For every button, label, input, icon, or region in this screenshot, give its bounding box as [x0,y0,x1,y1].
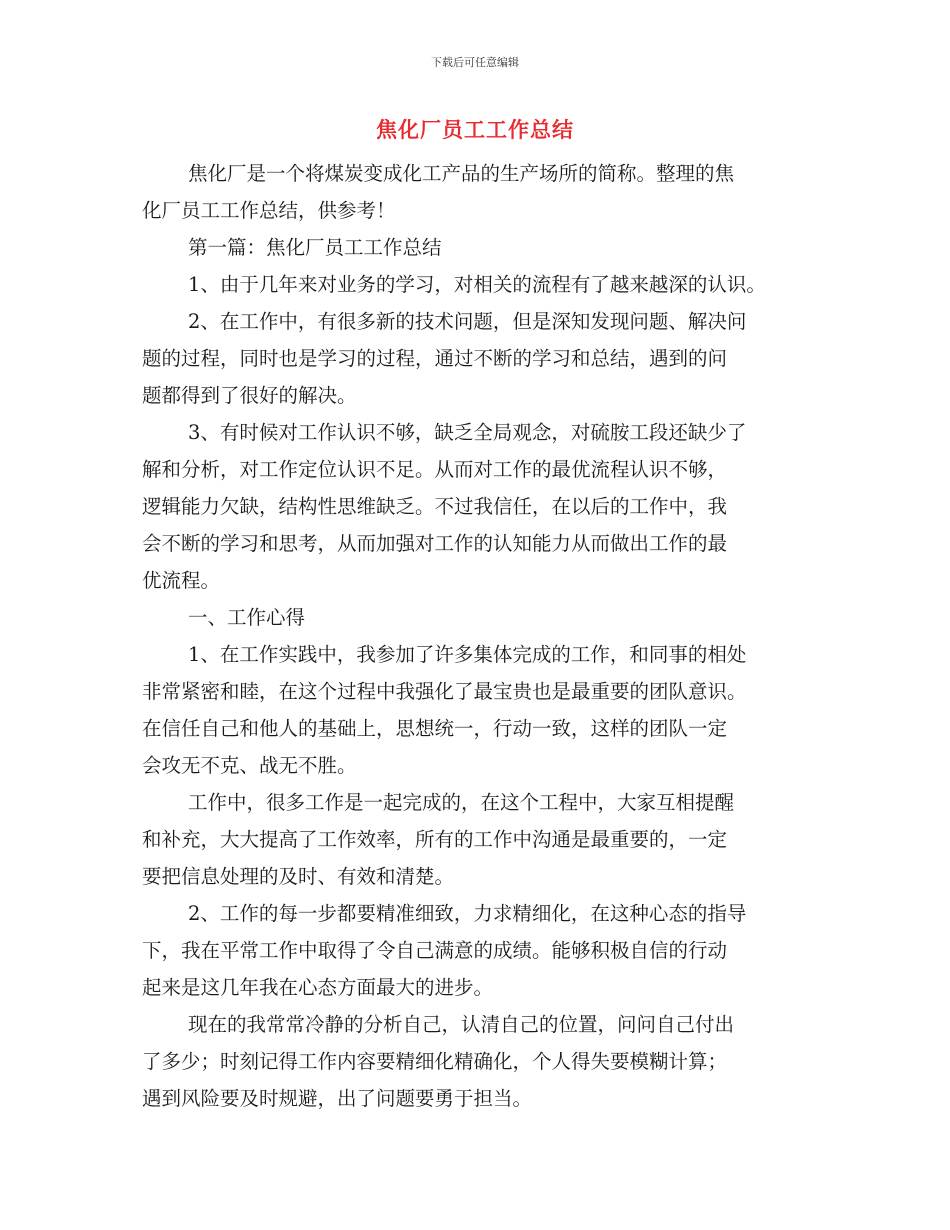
text-line: 下，我在平常工作中取得了令自己满意的成绩。能够积极自信的行动 [142,939,728,962]
text-line: 3、有时候对工作认识不够，缺乏全局观念，对硫胺工段还缺少了 [188,421,747,444]
document-body [142,155,822,1117]
text-line: 2、工作的每一步都要精准细致，力求精细化，在这种心态的指导 [188,902,747,925]
document-title: 焦化厂员工工作总结 [376,118,574,142]
text-line: 化厂员工工作总结，供参考！ [142,199,396,222]
text-line: 解和分析，对工作定位认识不足。从而对工作的最优流程认识不够， [142,458,728,481]
text-line: 要把信息处理的及时、有效和清楚。 [142,865,455,888]
text-line: 逻辑能力欠缺，结构性思维缺乏。不过我信任，在以后的工作中，我 [142,495,728,518]
text-line: 2、在工作中，有很多新的技术问题，但是深知发现问题、解决问 [188,310,747,333]
text-line: 题都得到了很好的解决。 [142,384,357,407]
text-line: 第一篇：焦化厂员工工作总结 [188,236,442,259]
text-line: 会不断的学习和思考，从而加强对工作的认知能力从而做出工作的最 [142,532,728,555]
text-line: 了多少；时刻记得工作内容要精细化精确化，个人得失要模糊计算； [142,1050,728,1073]
header-note: 下载后可任意编辑 [431,56,519,69]
text-line: 一、工作心得 [188,606,306,629]
text-line: 和补充，大大提高了工作效率，所有的工作中沟通是最重要的，一定 [142,828,728,851]
text-line: 起来是这几年我在心态方面最大的进步。 [142,976,494,999]
text-line: 优流程。 [142,569,221,592]
text-line: 非常紧密和睦，在这个过程中我强化了最宝贵也是最重要的团队意识。 [142,680,747,703]
text-line: 1、在工作实践中，我参加了许多集体完成的工作，和同事的相处 [188,643,747,666]
text-line: 会攻无不克、战无不胜。 [142,754,357,777]
text-line: 在信任自己和他人的基础上，思想统一，行动一致，这样的团队一定 [142,717,728,740]
text-line: 遇到风险要及时规避，出了问题要勇于担当。 [142,1087,533,1110]
text-line: 1、由于几年来对业务的学习，对相关的流程有了越来越深的认识。 [188,273,766,296]
text-line: 焦化厂是一个将煤炭变成化工产品的生产场所的简称。整理的焦 [188,162,735,185]
text-line: 题的过程，同时也是学习的过程，通过不断的学习和总结，遇到的问 [142,347,728,370]
text-line: 现在的我常常冷静的分析自己，认清自己的位置，问问自己付出 [188,1013,735,1036]
text-line: 工作中，很多工作是一起完成的，在这个工程中，大家互相提醒 [188,791,735,814]
